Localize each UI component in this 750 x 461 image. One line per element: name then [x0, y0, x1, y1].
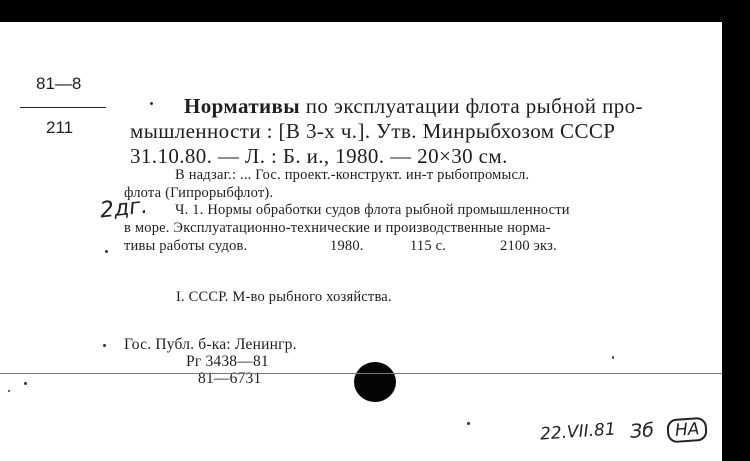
- part-pages: 115 с.: [410, 238, 447, 254]
- part-line-2: в море. Эксплуатационно-технические и производственные норма-: [124, 220, 551, 236]
- shelfmark-top: 81—8: [36, 74, 82, 93]
- part-year: 1980.: [330, 238, 364, 254]
- entry-line-3: 31.10.80. — Л. : Б. и., 1980. — 20×30 см.: [130, 144, 508, 168]
- library-name: Гос. Публ. б-ка: Ленингр.: [124, 336, 297, 353]
- dust-speck: [467, 422, 470, 425]
- entry-line-1: [184, 94, 643, 119]
- handwritten-initials: Зб: [629, 419, 655, 443]
- handwritten-date: 22.VII.81: [539, 419, 617, 445]
- entry-line-2: мышленности : [В 3-х ч.]. Утв. Минрыбхозом СССР: [130, 119, 616, 143]
- catalog-card: [0, 22, 722, 461]
- subject-heading: I. СССР. М-во рыбного хозяйства.: [176, 289, 392, 305]
- dust-speck: [24, 382, 27, 385]
- handwritten-mark: 2дг.: [98, 193, 149, 224]
- card-guide-line: [0, 373, 722, 374]
- dust-speck: [105, 250, 108, 253]
- dust-speck: [612, 356, 614, 359]
- note-line-2: флота (Гипрорыбфлот).: [124, 185, 274, 201]
- entry-title-bold: Нормативы: [184, 94, 301, 118]
- entry-title-rest: по эксплуатации флота рыбной про-: [300, 94, 643, 118]
- dust-speck: [8, 390, 10, 392]
- dust-speck: [150, 102, 153, 105]
- part-line-3: тивы работы судов.: [124, 238, 248, 254]
- dust-speck: [103, 344, 106, 347]
- part-line-1: Ч. 1. Нормы обработки судов флота рыбной промышленности: [175, 202, 570, 218]
- handwritten-boxed-initials: НА: [666, 417, 708, 444]
- punch-hole: [354, 362, 396, 402]
- note-line-1: В надзаг.: ... Гос. проект.-конструкт. ин-т рыбопромысл.: [175, 167, 530, 183]
- part-copies: 2100 экз.: [500, 238, 557, 254]
- library-code-2: 81—6731: [198, 370, 262, 387]
- library-code-1: Рг 3438—81: [186, 353, 269, 370]
- shelfmark-divider: [20, 107, 106, 108]
- shelfmark-bottom: 211: [46, 118, 74, 137]
